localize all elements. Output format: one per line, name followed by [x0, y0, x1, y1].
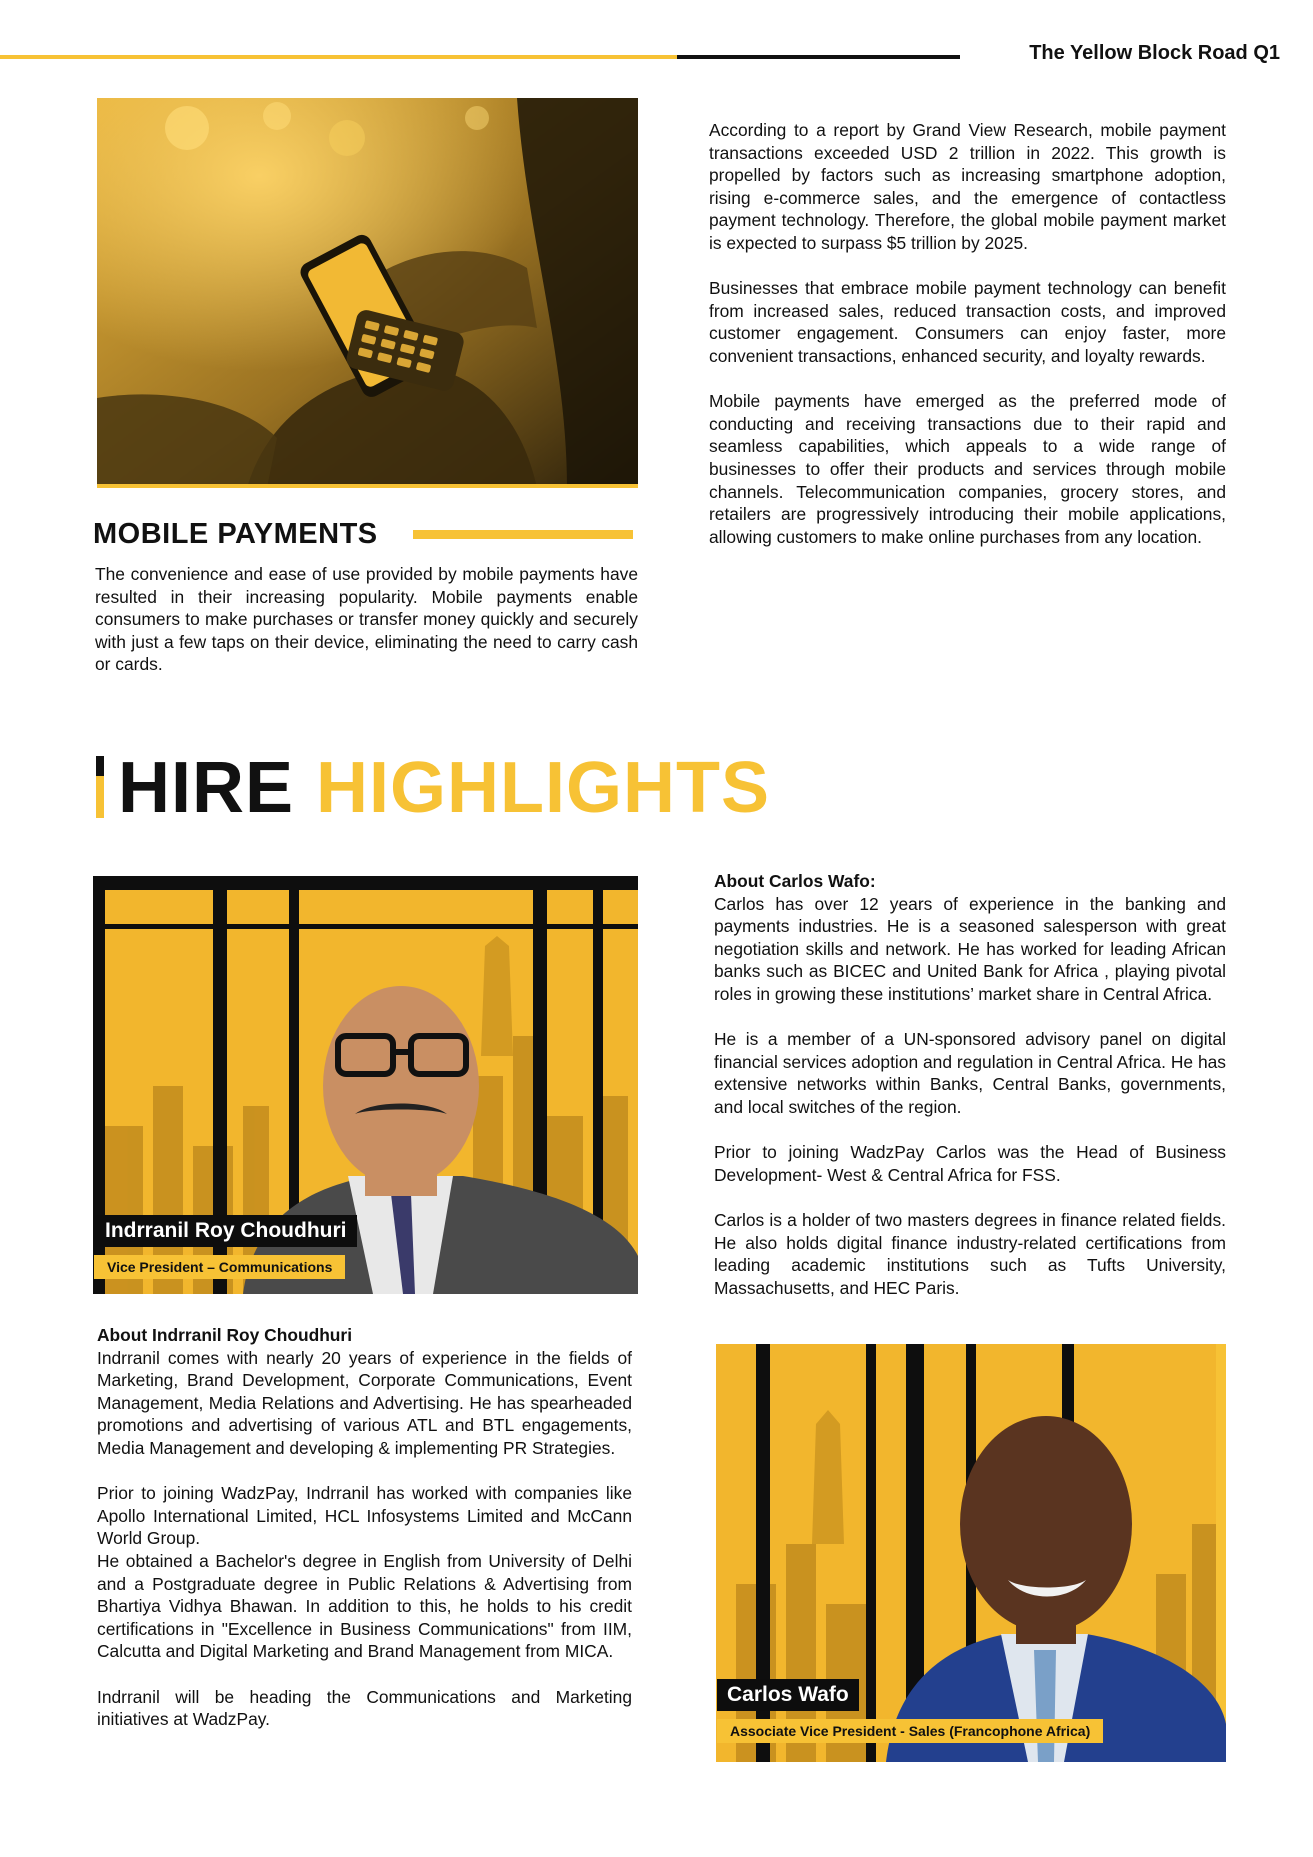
person1-bio-paragraph-1: Indrranil comes with nearly 20 years of experience in the fields of Marketing, Brand Development, Corporate Communications, Event Management, Media Relations and Advertising. He has spearheaded promotions and advertising of various ATL and BTL engagements, Media Management and developing & implementing PR Strategies. — [97, 1347, 632, 1458]
person2-bio-paragraph-4: Carlos is a holder of two masters degrees in finance related fields. He also holds digital finance industry-related certifications from leading academic institutions such as Tufts University, Massachusetts, and HEC Paris. — [714, 1209, 1226, 1298]
person2-bio — [714, 870, 1226, 1299]
person2-bio-paragraph-2: He is a member of a UN-sponsored advisory panel on digital financial services adoption and regulation in Central Africa. He has extensive networks within Banks, Central Banks, governments, and local switches of the region. — [714, 1029, 1226, 1117]
section-title-bar — [413, 530, 633, 539]
intro-paragraph: The convenience and ease of use provided by mobile payments have resulted in their increasing popularity. Mobile payments enable consumers to make purchases or transfer money quickly and securely with just a few taps on their device, eliminating the need to carry cash or cards. — [95, 564, 638, 675]
payment-photo — [97, 98, 638, 488]
publication-title: The Yellow Block Road Q1 — [1029, 42, 1280, 64]
person2-bio-paragraph-3: Prior to joining WadzPay Carlos was the Head of Business Development- West & Central Africa for FSS. — [714, 1142, 1226, 1185]
hire-title-word-1: HIRE — [118, 748, 295, 828]
mobile-payments-article — [709, 119, 1226, 548]
hire-heading-marker — [96, 756, 104, 818]
person2-name-card: Carlos Wafo — [717, 1679, 859, 1711]
person2-about-heading: About Carlos Wafo: — [714, 871, 876, 891]
person1-bio-paragraph-3: He obtained a Bachelor's degree in English from University of Delhi and a Postgraduate degree in Public Relations & Advertising from Bhartiya Vidhya Bhawan. In addition to this, he holds to his credit certifications in "Excellence in Business Communications" from IIM, Calcutta and Digital Marketing and Brand Management from MICA. — [97, 1550, 632, 1662]
person2-bio-paragraph-1: Carlos has over 12 years of experience in the banking and payments industries. He is a seasoned salesperson with great negotiation skills and network. He has worked for leading African banks such as BICEC and United Bank for Africa , playing pivotal roles in growing these institutions’ market share in Central Africa. — [714, 893, 1226, 1004]
article-paragraph-3: Mobile payments have emerged as the preferred mode of conducting and receiving transactions due to their rapid and seamless capabilities, which appeals to a wide range of businesses to offer their products and services through mobile channels. Telecommunication companies, grocery stores, and retailers are progressively introducing their mobile applications, allowing customers to make online purchases from any location. — [709, 391, 1226, 547]
person1-bio — [97, 1324, 632, 1731]
section-title-mobile-payments: MOBILE PAYMENTS — [93, 518, 378, 550]
header-rule-black — [677, 55, 960, 59]
person1-about-heading: About Indrranil Roy Choudhuri — [97, 1325, 353, 1345]
article-paragraph-1: According to a report by Grand View Research, mobile payment transactions exceeded USD 2 trillion in 2022. This growth is propelled by factors such as increasing smartphone adoption, rising e-commerce sales, and the emergence of contactless payment technology. Therefore, the global mobile payment market is expected to surpass $5 trillion by 2025. — [709, 120, 1226, 253]
person1-name-card: Indrranil Roy Choudhuri — [95, 1215, 357, 1247]
person1-bio-paragraph-4: Indrranil will be heading the Communications and Marketing initiatives at WadzPay. — [97, 1686, 632, 1730]
article-paragraph-2: Businesses that embrace mobile payment technology can benefit from increased sales, reduced transaction costs, and improved customer engagement. Consumers can enjoy faster, more convenient transactions, enhanced security, and loyalty rewards. — [709, 278, 1226, 366]
hire-title-word-2: HIGHLIGHTS — [316, 748, 771, 828]
mobile-payments-intro — [95, 563, 638, 676]
hire-highlights-title — [118, 748, 770, 828]
person1-role-card: Vice President – Communications — [94, 1255, 345, 1279]
header-rule-yellow — [0, 55, 677, 59]
person2-role-card: Associate Vice President - Sales (Francophone Africa) — [717, 1719, 1103, 1743]
person1-bio-paragraph-2: Prior to joining WadzPay, Indrranil has worked with companies like Apollo International Limited, HCL Infosystems Limited and McCann World Group. — [97, 1483, 632, 1549]
